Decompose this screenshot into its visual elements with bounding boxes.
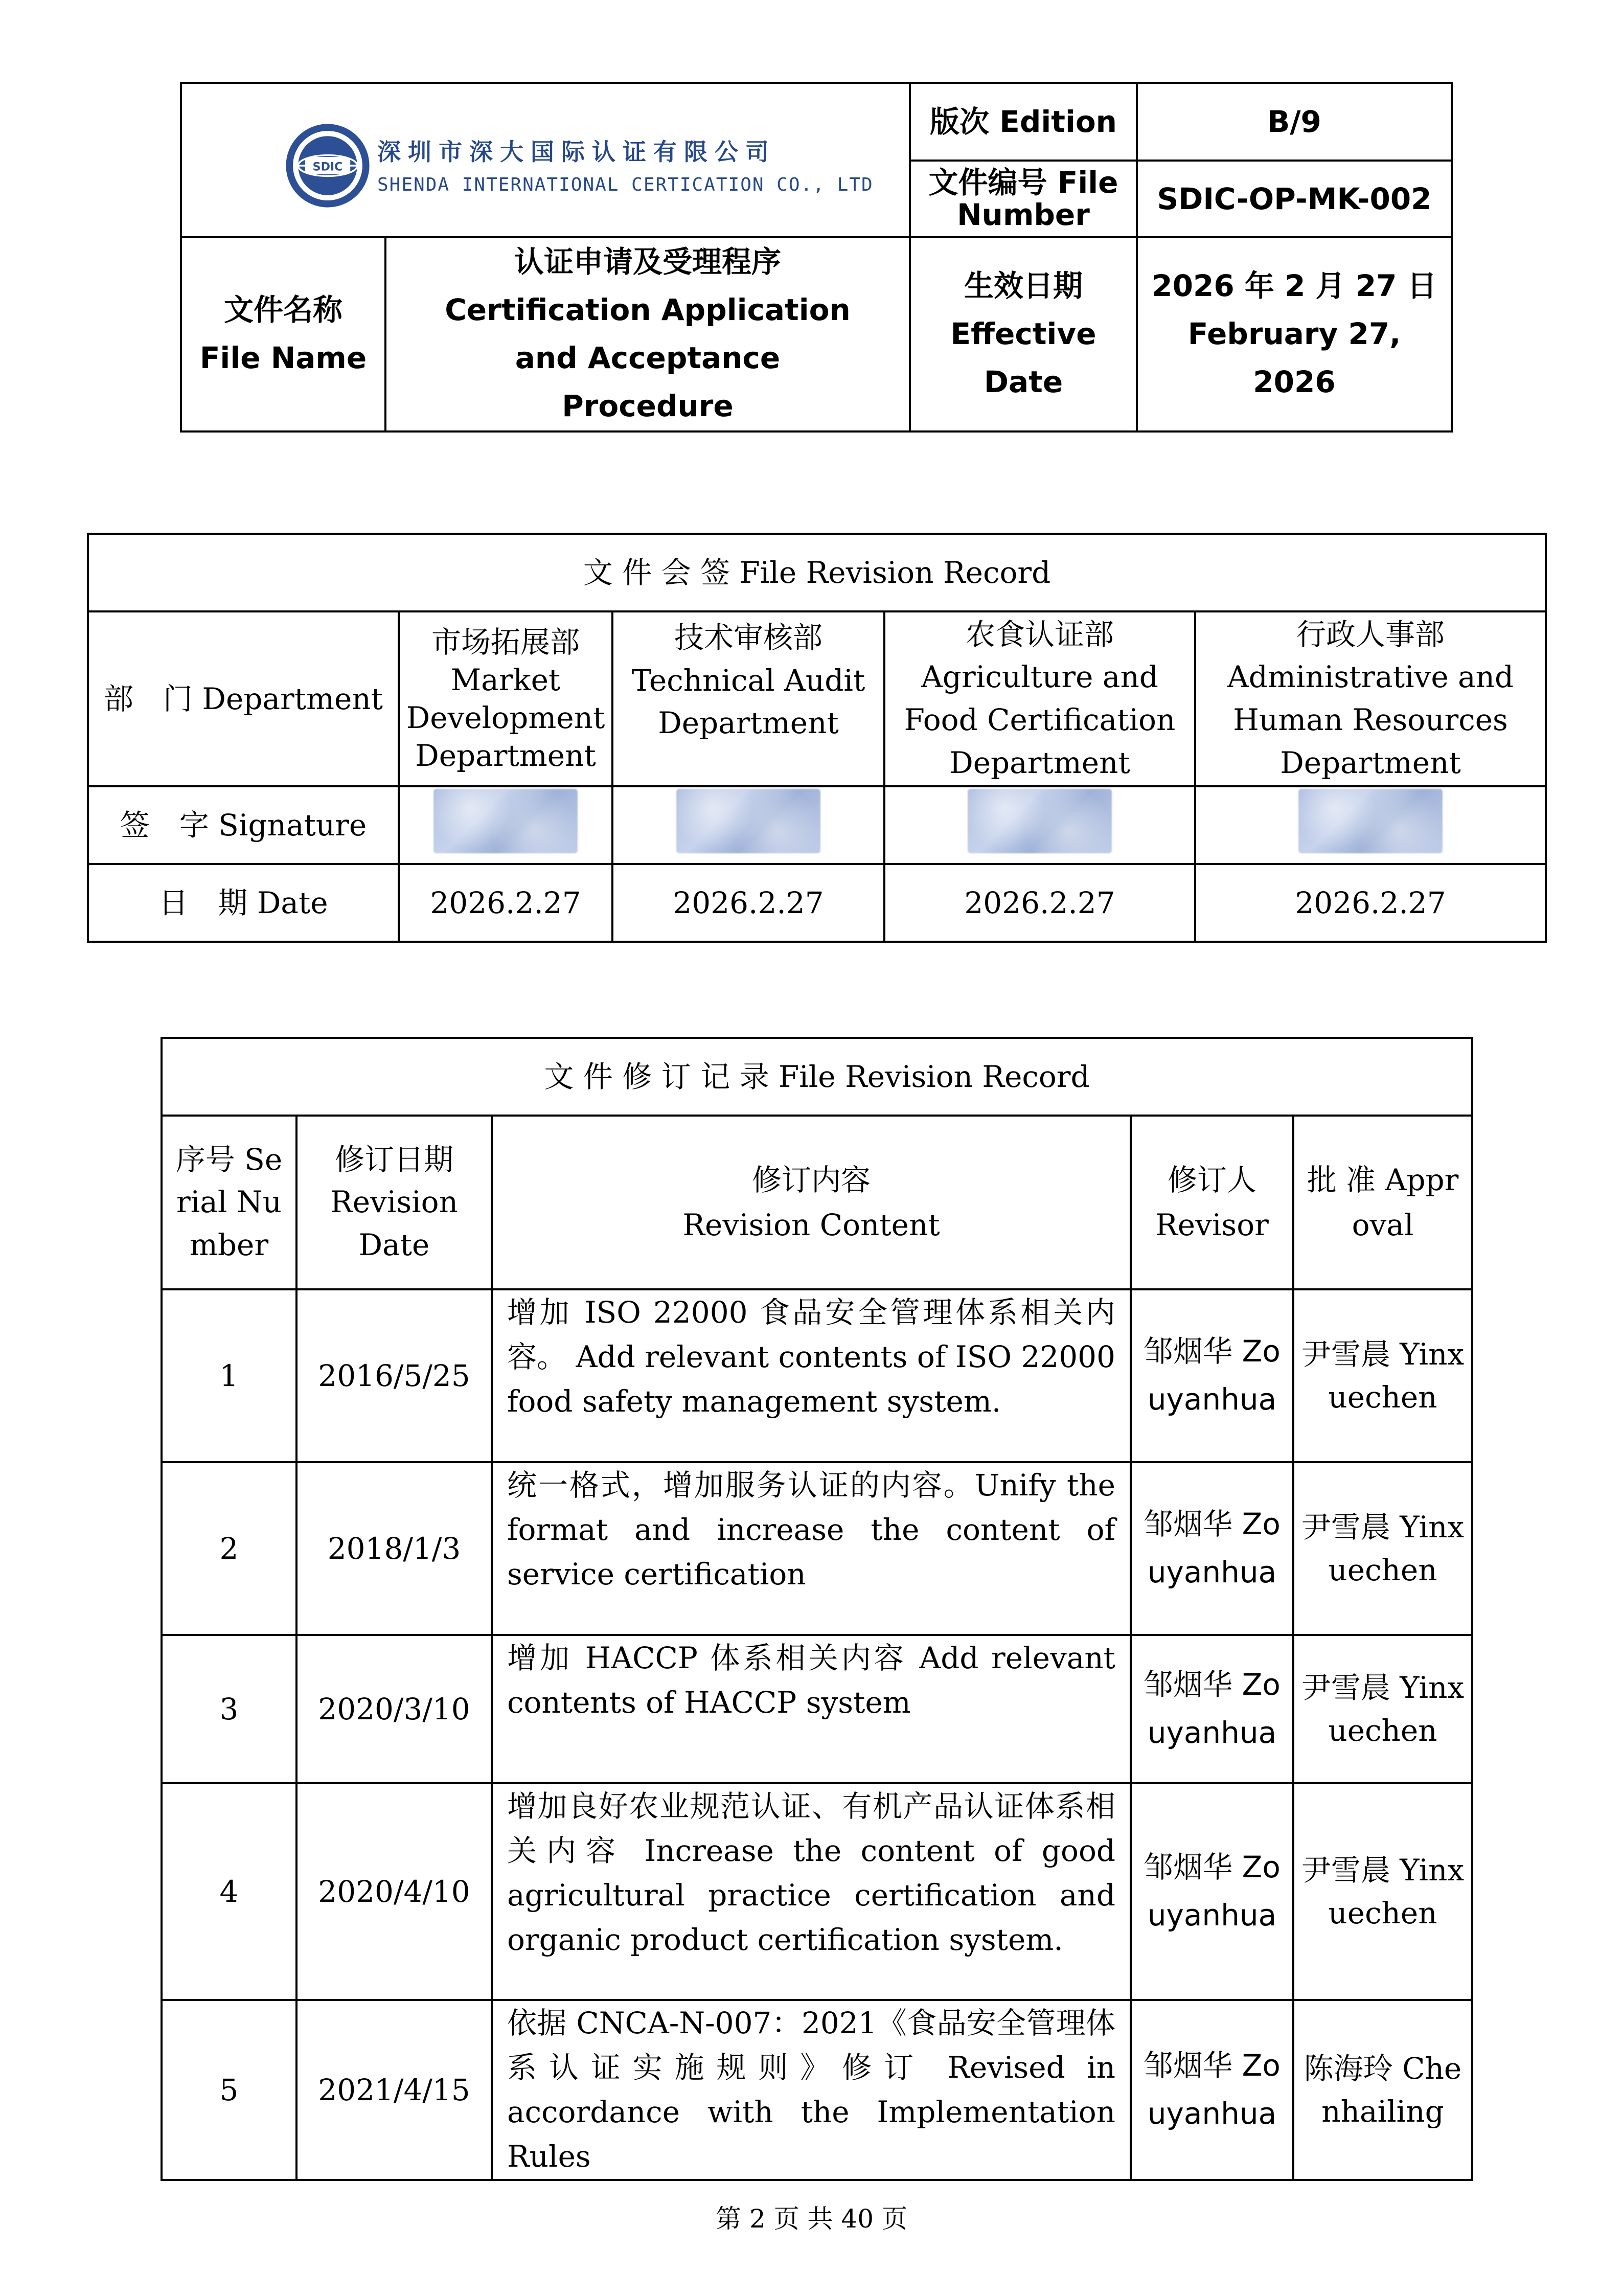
department-technical: 技术审核部 Technical Audit Department <box>612 611 884 786</box>
revision-title: 文 件 修 订 记 录 File Revision Record <box>162 1038 1472 1116</box>
edition-label: 版次 Edition <box>910 83 1137 161</box>
table-row <box>162 2000 1472 2180</box>
approver-name: 尹雪晨 Yinxuechen <box>1293 1289 1472 1462</box>
table-row <box>162 1462 1472 1635</box>
signoff-date: 2026.2.27 <box>612 864 884 942</box>
header-approval: 批 准 Approval <box>1293 1116 1472 1289</box>
effective-date-label: 生效日期 Effective Date <box>910 237 1137 431</box>
table-row <box>162 1289 1472 1462</box>
revision-record-table <box>161 1037 1473 2181</box>
effective-date-value: 2026 年 2 月 27 日 February 27, 2026 <box>1137 237 1452 431</box>
revision-content: 增加良好农业规范认证、有机产品认证体系相关内容 Increase the content of good agricultural practice certification and organic product certification system. <box>492 1783 1131 2000</box>
revisor-name: 邹烟华 Zouyanhua <box>1131 2000 1293 2180</box>
signature-image <box>1298 789 1443 853</box>
file-name-label: 文件名称 File Name <box>181 237 385 431</box>
revisor-name: 邹烟华 Zouyanhua <box>1131 1635 1293 1783</box>
approver-name: 尹雪晨 Yinxuechen <box>1293 1462 1472 1635</box>
signature-image <box>433 789 578 853</box>
approver-name: 尹雪晨 Yinxuechen <box>1293 1783 1472 2000</box>
signature-cell <box>884 786 1195 864</box>
department-admin: 行政人事部 Administrative and Human Resources Department <box>1195 611 1546 786</box>
revision-date: 2016/5/25 <box>296 1289 492 1462</box>
signoff-date: 2026.2.27 <box>399 864 612 942</box>
table-row <box>162 1783 1472 2000</box>
signature-cell <box>1195 786 1546 864</box>
revision-content: 统一格式，增加服务认证的内容。Unify the format and increase the content of service certification <box>492 1462 1131 1635</box>
signature-label: 签 字 Signature <box>88 786 399 864</box>
header-revision-content: 修订内容 Revision Content <box>492 1116 1131 1289</box>
revision-date: 2018/1/3 <box>296 1462 492 1635</box>
signature-cell <box>612 786 884 864</box>
signoff-table <box>87 533 1547 943</box>
header-revision-date: 修订日期 Revision Date <box>296 1116 492 1289</box>
header-revisor: 修订人 Revisor <box>1131 1116 1293 1289</box>
approver-name: 陈海玲 Chenhailing <box>1293 2000 1472 2180</box>
department-market: 市场拓展部 Market Development Department <box>399 611 612 786</box>
document-header-table <box>180 82 1453 433</box>
file-number-value: SDIC-OP-MK-002 <box>1137 161 1452 237</box>
revision-date: 2020/4/10 <box>296 1783 492 2000</box>
revision-date: 2020/3/10 <box>296 1635 492 1783</box>
department-label: 部 门 Department <box>88 611 399 786</box>
revision-content: 增加 HACCP 体系相关内容 Add relevant contents of HACCP system <box>492 1635 1131 1783</box>
table-row <box>162 1635 1472 1783</box>
revisor-name: 邹烟华 Zouyanhua <box>1131 1289 1293 1462</box>
page-number: 第 2 页 共 40 页 <box>716 2204 907 2234</box>
signoff-date: 2026.2.27 <box>884 864 1195 942</box>
file-number-label: 文件编号 File Number <box>910 161 1137 237</box>
revision-serial: 1 <box>162 1289 296 1462</box>
company-name-en: SHENDA INTERNATIONAL CERTICATION CO., LTD <box>377 174 874 195</box>
revision-serial: 5 <box>162 2000 296 2180</box>
company-name-cn: 深圳市深大国际认证有限公司 <box>377 138 776 166</box>
company-logo-cell <box>181 83 910 237</box>
revision-serial: 4 <box>162 1783 296 2000</box>
revisor-name: 邹烟华 Zouyanhua <box>1131 1462 1293 1635</box>
file-name-value: 认证申请及受理程序 Certification Application and Acceptance Procedure <box>385 237 910 431</box>
signature-image <box>676 789 820 853</box>
signoff-title: 文 件 会 签 File Revision Record <box>88 534 1546 611</box>
department-agriculture: 农食认证部 Agriculture and Food Certification Department <box>884 611 1195 786</box>
revision-date: 2021/4/15 <box>296 2000 492 2180</box>
revision-serial: 2 <box>162 1462 296 1635</box>
header-serial: 序号 Serial Number <box>162 1116 296 1289</box>
svg-text:SDIC: SDIC <box>312 160 343 174</box>
edition-value: B/9 <box>1137 83 1452 161</box>
approver-name: 尹雪晨 Yinxuechen <box>1293 1635 1472 1783</box>
date-label: 日 期 Date <box>88 864 399 942</box>
signature-image <box>968 789 1112 853</box>
signature-cell <box>399 786 612 864</box>
revision-content: 增加 ISO 22000 食品安全管理体系相关内容。 Add relevant contents of ISO 22000 food safety management system. <box>492 1289 1131 1462</box>
revision-content: 依据 CNCA-N-007：2021《食品安全管理体系认证实施规则》修订 Revised in accordance with the Implementation Rules <box>492 2000 1131 2180</box>
revisor-name: 邹烟华 Zouyanhua <box>1131 1783 1293 2000</box>
company-logo <box>284 122 371 209</box>
revision-serial: 3 <box>162 1635 296 1783</box>
signoff-date: 2026.2.27 <box>1195 864 1546 942</box>
